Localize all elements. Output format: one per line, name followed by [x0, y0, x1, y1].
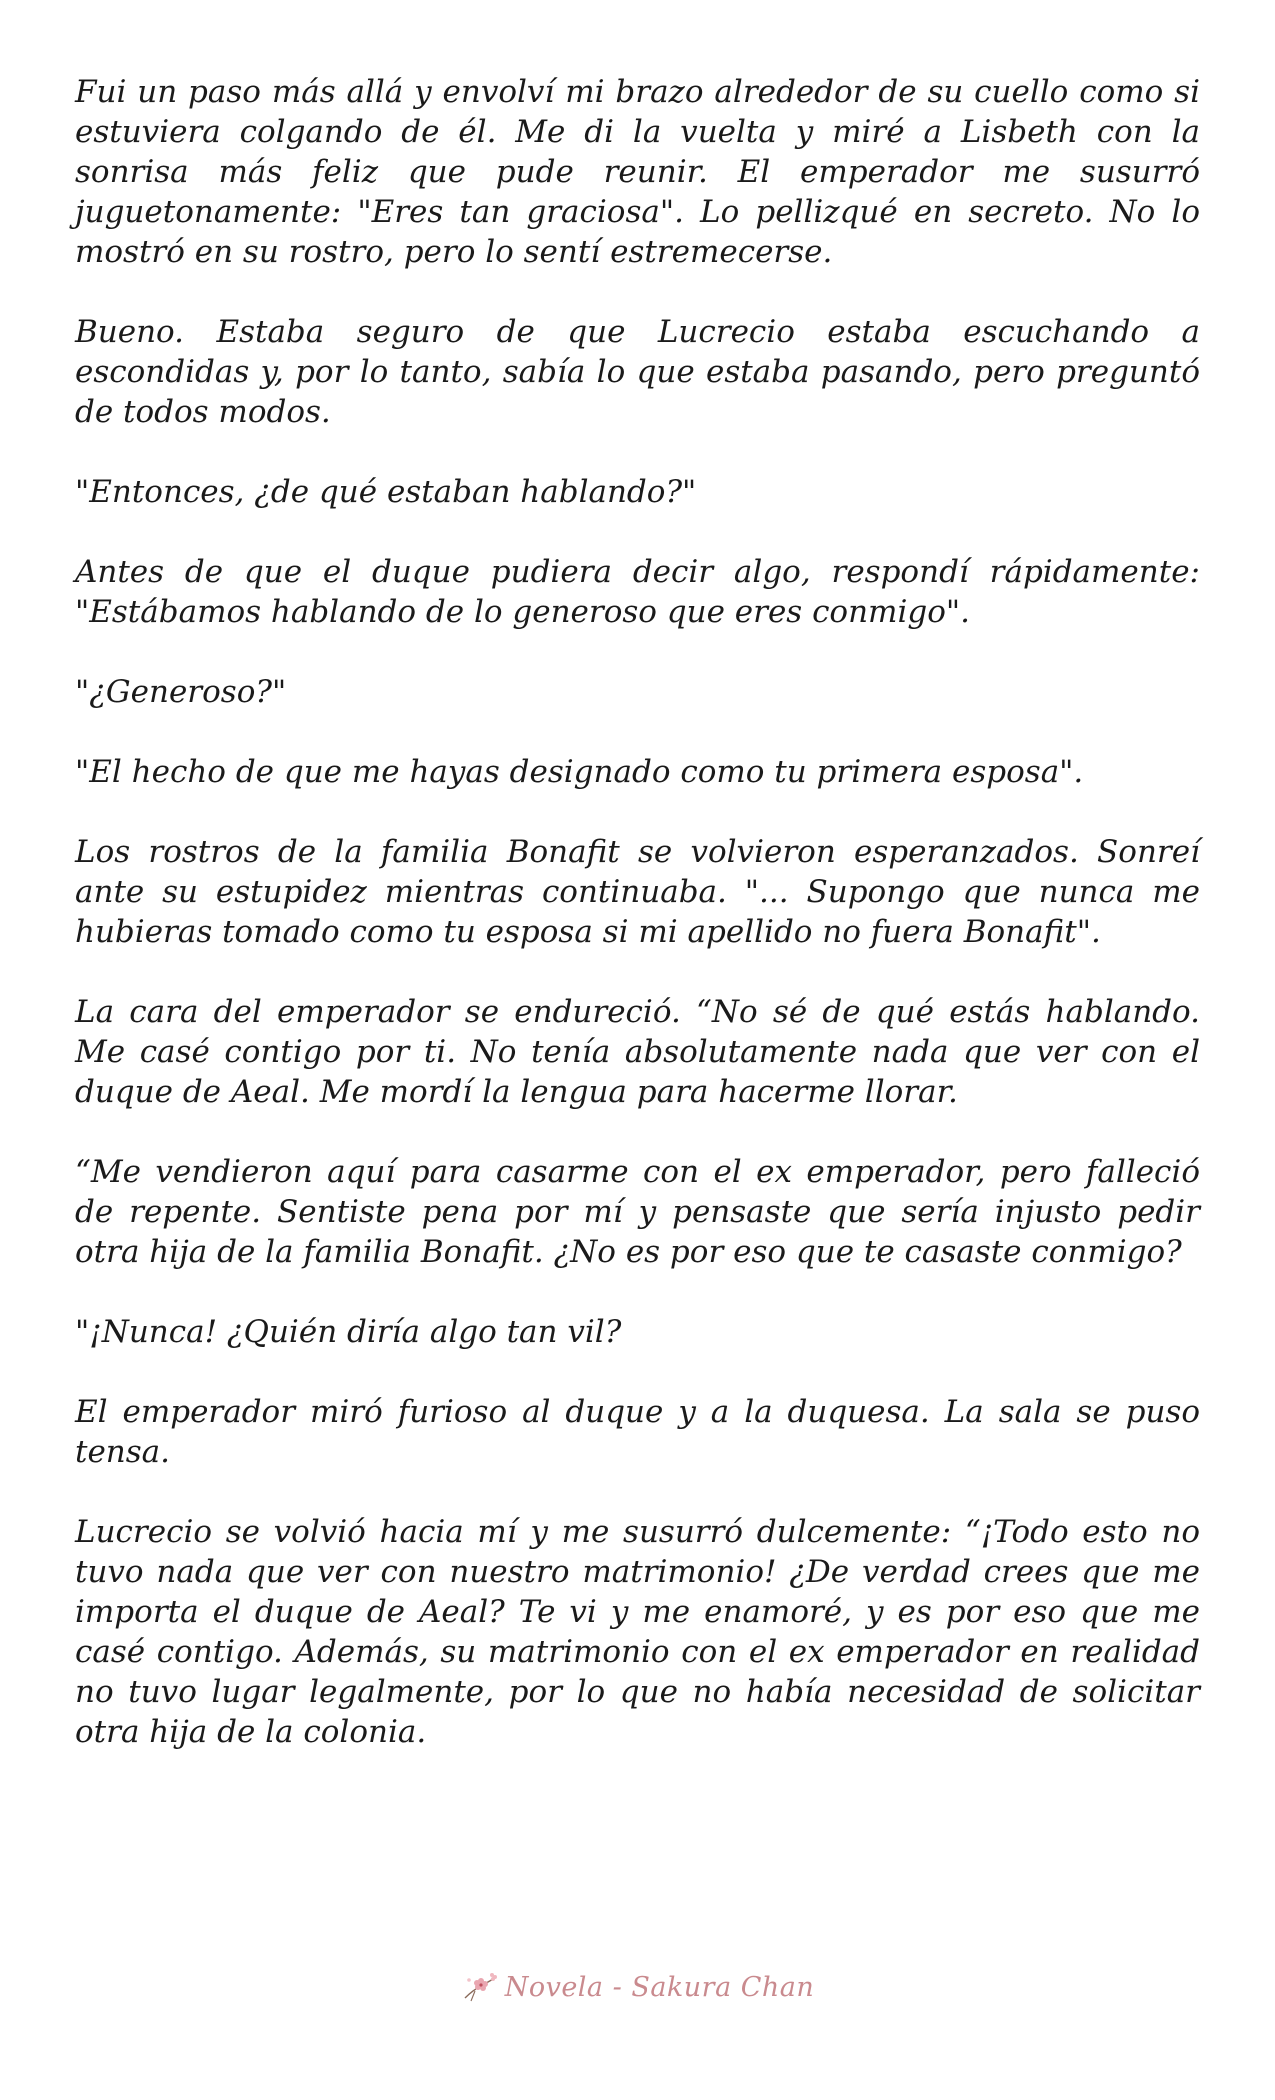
paragraph-4: Antes de que el duque pudiera decir algo, respondí rápidamente: "Estábamos hablando de lo generoso que eres conmigo". [75, 554, 1200, 630]
paragraph-9: “Me vendieron aquí para casarme con el ex emperador, pero falleció de repente. Sentiste pena por mí y pensaste que sería injusto pedir otra hija de la familia Bonafit. ¿No es por eso que te casaste conmigo? [75, 1154, 1200, 1270]
watermark-text: Novela - Sakura Chan [504, 1971, 815, 2003]
cherry-blossom-icon [461, 1968, 499, 2006]
paragraph-1: Fui un paso más allá y envolví mi brazo alrededor de su cuello como si estuviera colgando de él. Me di la vuelta y miré a Lisbeth con la sonrisa más feliz que pude reunir. El emperador me susurró juguetonamente: "Eres tan graciosa". Lo pellizqué en secreto. No lo mostró en su rostro, pero lo sentí estremecerse. [75, 74, 1200, 270]
paragraph-12: Lucrecio se volvió hacia mí y me susurró dulcemente: “¡Todo esto no tuvo nada que ver con nuestro matrimonio! ¿De verdad crees que me importa el duque de Aeal? Te vi y me enamoré, y es por eso que me casé contigo. Además, su matrimonio con el ex emperador en realidad no tuvo lugar legalmente, por lo que no había necesidad de solicitar otra hija de la colonia. [75, 1514, 1200, 1750]
paragraph-7: Los rostros de la familia Bonafit se volvieron esperanzados. Sonreí ante su estupidez mientras continuaba. "... Supongo que nunca me hubieras tomado como tu esposa si mi apellido no fuera Bonafit". [75, 834, 1200, 950]
paragraph-10: "¡Nunca! ¿Quién diría algo tan vil? [75, 1314, 622, 1350]
paragraph-5: "¿Generoso?" [75, 674, 287, 710]
paragraph-3: "Entonces, ¿de qué estaban hablando?" [75, 474, 697, 510]
watermark-footer [0, 1962, 1275, 2012]
paragraph-8: La cara del emperador se endureció. “No sé de qué estás hablando. Me casé contigo por ti. No tenía absolutamente nada que ver con el duque de Aeal. Me mordí la lengua para hacerme llorar. [75, 994, 1200, 1110]
body-text [75, 72, 1200, 1792]
paragraph-11: El emperador miró furioso al duque y a la duquesa. La sala se puso tensa. [75, 1394, 1200, 1470]
paragraph-2: Bueno. Estaba seguro de que Lucrecio estaba escuchando a escondidas y, por lo tanto, sabía lo que estaba pasando, pero preguntó de todos modos. [75, 314, 1200, 430]
paragraph-6: "El hecho de que me hayas designado como tu primera esposa". [75, 754, 1084, 790]
